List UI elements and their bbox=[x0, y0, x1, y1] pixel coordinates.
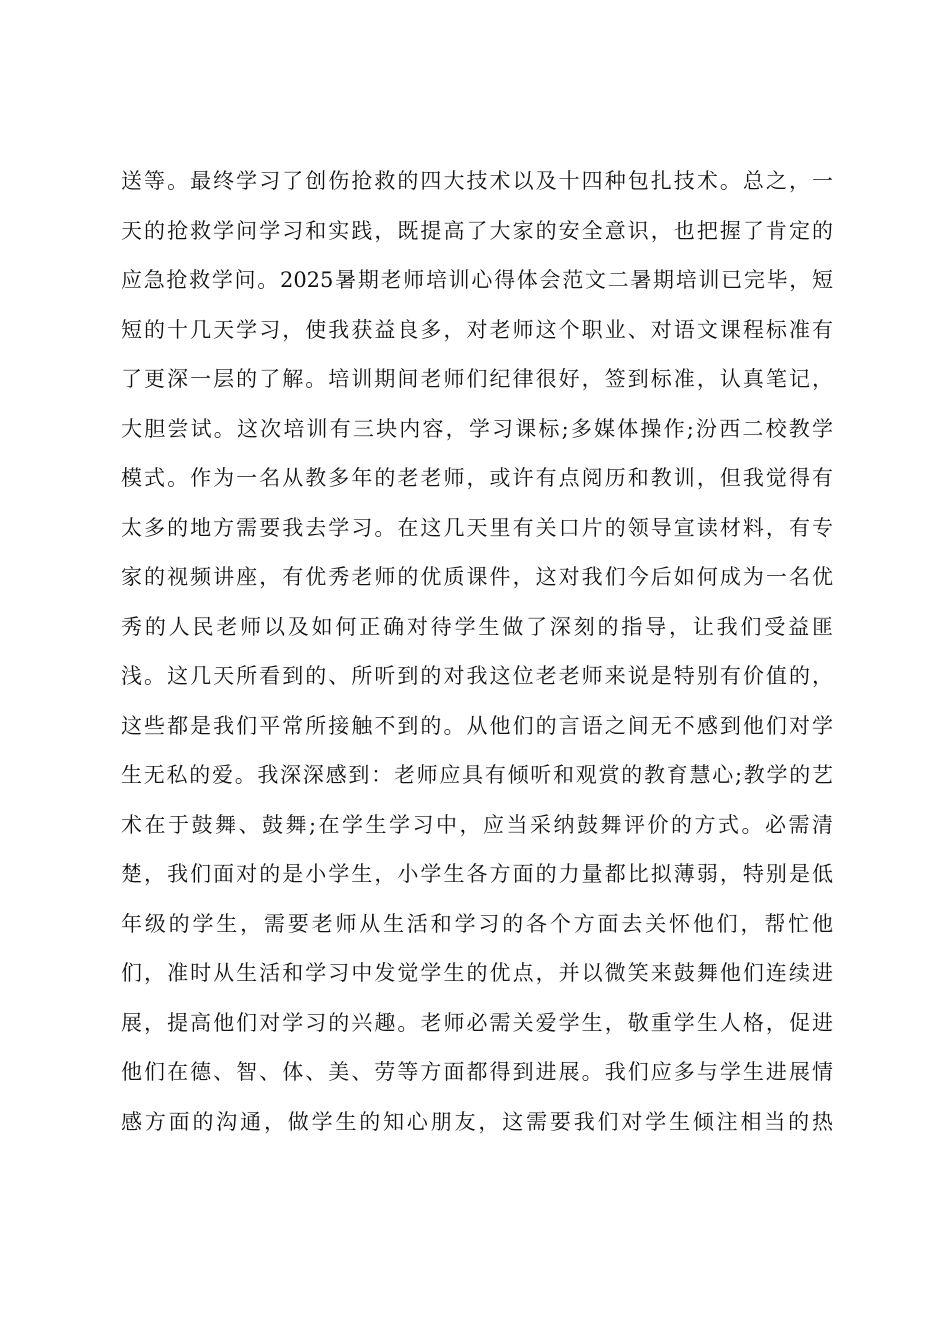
text-line: 秀的人民老师以及如何正确对待学生做了深刻的指导，让我们受益匪 bbox=[121, 614, 833, 639]
text-line: 天的抢救学问学习和实践，既提高了大家的安全意识，也把握了肯定的 bbox=[121, 218, 833, 243]
text-line: 展，提高他们对学习的兴趣。老师必需关爱学生，敬重学生人格，促进 bbox=[121, 1010, 833, 1035]
text-line: 模式。作为一名从教多年的老老师，或许有点阅历和教训，但我觉得有 bbox=[121, 466, 833, 490]
text-line: 大胆尝试。这次培训有三块内容，学习课标;多媒体操作;汾西二校教学 bbox=[121, 416, 833, 441]
body-text bbox=[121, 169, 833, 1147]
text-line: 短的十几天学习，使我获益良多，对老师这个职业、对语文课程标准有 bbox=[121, 317, 833, 342]
text-line: 了更深一层的了解。培训期间老师们纪律很好，签到标准，认真笔记， bbox=[121, 367, 833, 391]
text-line: 生无私的爱。我深深感到：老师应具有倾听和观赏的教育慧心;教学的艺 bbox=[121, 763, 833, 787]
text-line: 送等。最终学习了创伤抢救的四大技术以及十四种包扎技术。总之，一 bbox=[121, 169, 833, 193]
text-line: 们，准时从生活和学习中发觉学生的优点，并以微笑来鼓舞他们连续进 bbox=[121, 961, 833, 985]
text-line: 浅。这几天所看到的、所听到的对我这位老老师来说是特别有价值的， bbox=[121, 664, 833, 688]
text-line: 这些都是我们平常所接触不到的。从他们的言语之间无不感到他们对学 bbox=[121, 713, 833, 738]
text-line: 感方面的沟通，做学生的知心朋友，这需要我们对学生倾注相当的热 bbox=[121, 1109, 833, 1134]
text-line: 应急抢救学问。2025暑期老师培训心得体会范文二暑期培训已完毕，短 bbox=[121, 268, 833, 292]
text-line: 太多的地方需要我去学习。在这几天里有关口片的领导宣读材料，有专 bbox=[121, 515, 833, 540]
text-line: 年级的学生，需要老师从生活和学习的各个方面去关怀他们，帮忙他 bbox=[121, 911, 833, 936]
text-line: 他们在德、智、体、美、劳等方面都得到进展。我们应多与学生进展情 bbox=[121, 1060, 833, 1084]
text-line: 术在于鼓舞、鼓舞;在学生学习中，应当采纳鼓舞评价的方式。必需清 bbox=[121, 812, 833, 837]
text-line: 楚，我们面对的是小学生，小学生各方面的力量都比拟薄弱，特别是低 bbox=[121, 862, 833, 886]
text-line: 家的视频讲座，有优秀老师的优质课件，这对我们今后如何成为一名优 bbox=[121, 565, 833, 589]
